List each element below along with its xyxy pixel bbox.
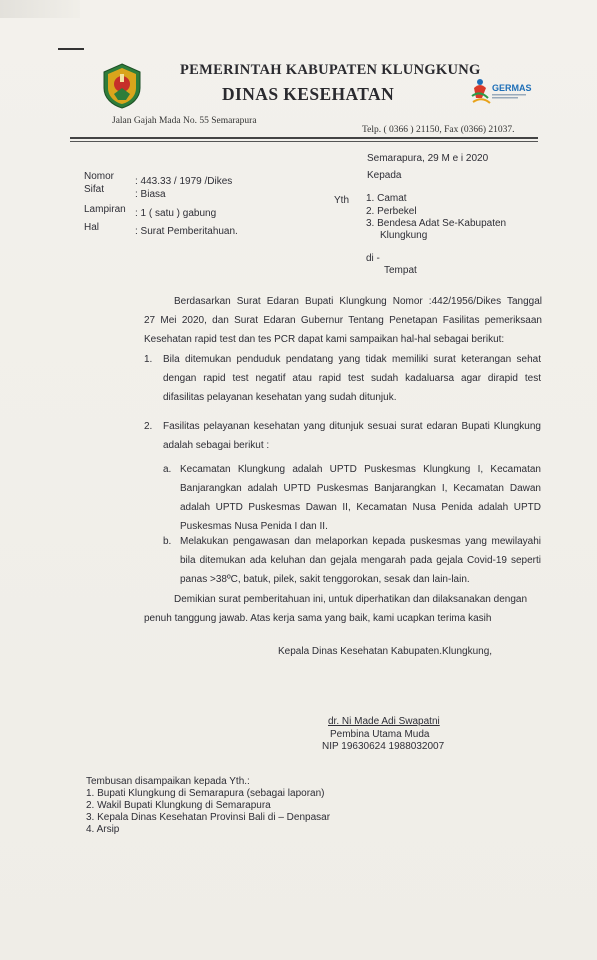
hal-label: Hal [84,222,100,233]
point-1-line: Bila ditemukan penduduk pendatang yang tidak memiliki surat keterangan sehat [163,354,541,365]
cc-item-1: 1. Bupati Klungkung di Semarapura (sebagai laporan) [86,788,325,799]
point-2-text [163,417,541,455]
sifat-value: : Biasa [135,189,166,200]
signature-rank: Pembina Utama Muda [330,729,430,740]
cc-item-4: 4. Arsip [86,824,120,835]
sub-b-line: Melakukan pengawasan dan melaporkan kepada puskesmas yang mewilayahi [180,536,541,547]
intro-line: Berdasarkan Surat Edaran Bupati Klungkung Nomor :442/1956/Dikes Tanggal [174,296,542,307]
kepada-label: Kepada [367,170,402,181]
recipient-3-cont: Klungkung [380,230,428,241]
sub-b-letter: b. [163,536,172,547]
sub-b-text [180,532,541,589]
closing-line: Demikian surat pemberitahuan ini, untuk diperhatikan dan dilaksanakan dengan [174,594,528,605]
sub-a-line: adalah UPTD Puskesmas Dawan II, Kecamatan Nusa Penida adalah UPTD [180,502,541,513]
yth-label: Yth [334,195,350,206]
header-rule [70,137,538,139]
regency-logo-icon [98,62,146,110]
signature-title: Kepala Dinas Kesehatan Kabupaten.Klungkung, [278,646,493,657]
tempat-label: Tempat [384,265,417,276]
letter-date: Semarapura, 29 M e i 2020 [367,153,489,164]
recipient-2: 2. Perbekel [366,206,417,217]
sub-a-line: Puskesmas Nusa Penida I dan II. [180,521,328,532]
germas-logo-icon [470,76,540,106]
intro-line: Kesehatan rapid test dan tes PCR dapat kami sampaikan hal-hal sebagai berikut: [144,334,505,345]
sub-a-text [180,460,541,536]
point-2-line: Fasilitas pelayanan kesehatan yang ditunjuk sesuai surat edaran Bupati Klungkung [163,421,541,432]
di-label: di - [366,253,380,264]
recipient-3: 3. Bendesa Adat Se-Kabupaten [366,218,507,229]
cc-item-3: 3. Kepala Dinas Kesehatan Provinsi Bali di – Denpasar [86,812,331,823]
lampiran-label: Lampiran [84,204,126,215]
sifat-label: Sifat [84,184,105,195]
hal-value: : Surat Pemberitahuan. [135,226,238,237]
germas-label: GERMAS [492,83,532,93]
header-phone: Telp. ( 0366 ) 21150, Fax (0366) 21037. [362,125,515,135]
sub-b-line: bila ditemukan ada keluhan dan gejala mengarah pada gejala Covid-19 seperti [180,555,541,566]
point-1-text [163,350,541,407]
point-1-line: dengan rapid test negatif atau rapid test sudah kadaluarsa agar dirapid test [163,373,541,384]
sub-a-line: Banjarangkan adalah UPTD Puskesmas Banjarangkan I, Kecamatan Dawan [180,483,541,494]
recipient-1: 1. Camat [366,193,407,204]
nomor-value: : 443.33 / 1979 /Dikes [135,176,233,187]
intro-paragraph [144,292,542,311]
point-2-line: adalah sebagai berikut : [163,440,270,451]
point-1-number: 1. [144,354,153,365]
sub-b-line: panas >38ºC, batuk, pilek, sakit tenggorokan, sesak dan lain-lain. [180,574,470,585]
lampiran-value: : 1 ( satu ) gabung [135,208,217,219]
closing-line: penuh tanggung jawab. Atas kerja sama yang baik, kami ucapkan terima kasih [144,613,492,624]
closing-paragraph [144,590,542,628]
nomor-label: Nomor [84,171,115,182]
header-address: Jalan Gajah Mada No. 55 Semarapura [112,116,257,126]
sub-a-line: Kecamatan Klungkung adalah UPTD Puskesmas Klungkung I, Kecamatan [180,464,541,475]
intro-paragraph-2 [144,311,542,349]
cc-item-2: 2. Wakil Bupati Klungkung di Semarapura [86,800,271,811]
sub-a-letter: a. [163,464,172,475]
header-department: DINAS KESEHATAN [222,84,395,104]
header-rule-thin [70,141,538,142]
point-2-number: 2. [144,421,153,432]
point-1-line: difasilitas pelayanan kesehatan yang sudah ditunjuk. [163,392,397,403]
header-government: PEMERINTAH KABUPATEN KLUNGKUNG [180,62,481,78]
intro-line: 27 Mei 2020, dan Surat Edaran Gubernur Tentang Penetapan Fasilitas pemeriksaan [144,315,542,326]
page-shadow [0,0,80,18]
pen-mark [58,48,84,50]
signature-name: dr. Ni Made Adi Swapatni [328,716,440,727]
signature-nip: NIP 19630624 1988032007 [322,741,445,752]
cc-heading: Tembusan disampaikan kepada Yth.: [86,776,250,787]
